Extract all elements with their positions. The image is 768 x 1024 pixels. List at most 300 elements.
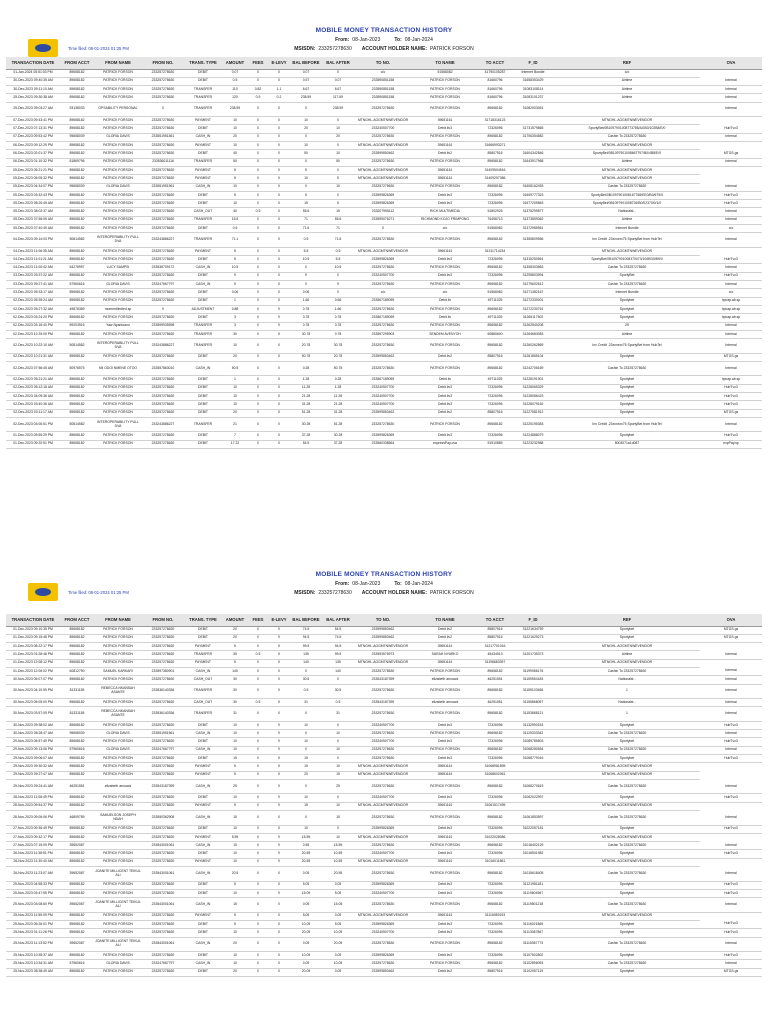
cell-transaction-date: 25-Nov-2023 10:35:37 AM [6,952,60,960]
cell-from-acct: 89658182 [60,376,94,384]
cell-fees: 0.5 [248,651,268,659]
cell-e-levy: 0 [268,779,290,794]
cell-ref: 8003071a1d087 [554,440,700,448]
cell-from-name: PATRICK FORSON [94,256,142,264]
cell-to-name: Debit.liv3 [412,794,478,802]
cell-fees: 0 [248,889,268,897]
cell-ref: MTNGHL.AGGMTNWEVENDOR [554,166,700,174]
cell-amount: 30 [222,699,248,707]
cell-trans-type: TRANSFER [184,94,222,102]
cell-f-id: 31315250561 [512,256,554,264]
cell-to-no: 233599826369 [354,191,412,199]
cell-from-no: 233257278630 [142,738,184,746]
cell-to-acct: 31068602061 [478,771,512,779]
cell-fees: 0 [248,233,268,248]
cell-to-name: Debit.liv3 [412,191,478,199]
cell-from-no: 233257278630 [142,659,184,667]
cell-e-levy: 0 [268,912,290,920]
cell-trans-type: DEBIT [184,634,222,642]
cell-from-no: 233257278630 [142,86,184,94]
cell-f-id: 31228065329 [512,384,554,392]
cell-to-no: 233599826369 [354,881,412,889]
cell-from-acct: 89658182 [60,216,94,224]
column-header-from-acct: FROM ACCT [60,614,94,626]
cell-from-acct: 39652087 [60,898,94,913]
cell-to-acct: 31409257386 [478,175,512,183]
cell-transaction-date: 29-Nov-2023 09:13:06 PM [6,746,60,754]
cell-trans-type: TRANSFER [184,216,222,224]
cell-to-no: 233240507700 [354,393,412,401]
cell-e-levy: 0 [268,175,290,183]
column-header-transaction-date: TRANSACTION DATE [6,614,60,626]
cell-transaction-date: 02-Dec-2023 05:12:18 AM [6,384,60,392]
cell-ref: Cashin To 233257278630 [554,746,700,754]
cell-from-acct: 81331155 [60,684,94,699]
table-row [6,216,762,224]
cell-transaction-date: 03-Dec-2023 09:27:41 AM [6,281,60,289]
cell-ref: Cashin To 233257278630 [554,730,700,738]
cell-amount: 20 [222,968,248,976]
cell-bal-before: 5 [290,191,322,199]
cell-transaction-date: 26-Nov-2023 11:38:51 PM [6,850,60,858]
cell-bal-after: 0.78 [322,330,354,338]
cell-from-name: PATRICK FORSON [94,330,142,338]
cell-bal-before: 15 [290,802,322,810]
cell-ova: MTGS.gs [700,634,762,642]
cell-transaction-date: 05-Dec-2023 08:02:37 AM [6,208,60,216]
cell-amount: 15 [222,755,248,763]
cell-to-no: 233257278630 [354,183,412,191]
table-row [6,289,762,297]
cell-ref: Internet Bundle [554,289,700,297]
cell-bal-before: 71 [290,216,322,224]
cell-to-acct: 89658182 [478,102,512,117]
cell-fees: 0 [248,850,268,858]
cell-amount: 15 [222,842,248,850]
cell-from-name: PATRICK FORSON [94,968,142,976]
cell-bal-before: 30.28 [290,417,322,432]
cell-transaction-date: 05-Dec-2023 07:56:05 AM [6,216,60,224]
cell-from-name: PATRICK FORSON [94,440,142,448]
cell-bal-after: 5.05 [322,889,354,897]
cell-from-acct: 50814582 [60,417,94,432]
cell-f-id [512,175,554,183]
cell-from-name: LUCY SAMPSI [94,264,142,272]
cell-bal-before: 0 [290,779,322,794]
cell-to-name: Debit.liv2 [412,353,478,361]
cell-transaction-date: 05-Dec-2023 07:40:49 AM [6,225,60,233]
cell-bal-after: 0 [322,117,354,125]
cell-from-name: PATRICK FORSON [94,200,142,208]
cell-from-acct: 89658182 [60,763,94,771]
cell-bal-after: 37.28 [322,440,354,448]
cell-to-name: PATRICK FORSON [412,867,478,882]
cell-from-acct: 57960616 [60,960,94,968]
cell-from-no: 233551951561 [142,730,184,738]
cell-from-name: GLORIA DAVIS [94,281,142,289]
cell-ref: Sportybet [554,305,700,313]
cell-ova: HubTvx3 [700,125,762,133]
cell-bal-after: 140 [322,667,354,675]
cell-trans-type: DEBIT [184,289,222,297]
cell-ova: Internal [700,417,762,432]
cell-f-id: 31068779016 [512,755,554,763]
cell-from-acct: 49878389 [60,305,94,313]
cell-from-no: 233257278630 [142,721,184,729]
cell-from-acct: 39652087 [60,867,94,882]
cell-transaction-date: 27-Nov-2023 07:15:09 PM [6,842,60,850]
cell-amount: 15 [222,898,248,913]
cell-trans-type: PAYMENT [184,247,222,255]
cell-from-no: 233257278630 [142,353,184,361]
column-header-ref: REF [554,614,700,626]
cell-to-name: SARAH NYARKO [412,651,478,659]
cell-from-acct: 95658039 [60,183,94,191]
cell-to-acct: 31068981895 [478,763,512,771]
cell-fees: 0 [248,920,268,928]
cell-ref [554,102,700,117]
cell-transaction-date: 02-Dec-2023 05:39:24 AM [6,297,60,305]
cell-to-name: 39651161 [412,763,478,771]
cell-e-levy: 0 [268,409,290,417]
cell-ref: Cashin To 233257278630 [554,898,700,913]
cell-e-levy: 0 [268,825,290,833]
cell-f-id: 31228079162 [512,401,554,409]
table-row [6,384,762,392]
cell-to-acct: 85807516 [478,968,512,976]
cell-bal-before: 0 [290,133,322,141]
cell-from-acct: 89658182 [60,208,94,216]
cell-amount: 1 [222,297,248,305]
cell-to-no: MTNGHL.AGGMTNWEVENDOR [354,763,412,771]
cell-ref: SportyBet/0B1097901008726/B0/02370/0/1/0 [554,200,700,208]
cell-from-no: 233257278630 [142,912,184,920]
cell-ova: Internal [700,339,762,354]
cell-bal-before: 135 [290,651,322,659]
cell-trans-type: TRANSFER [184,339,222,354]
cell-from-name: PATRICK FORSON [94,771,142,779]
cell-ref: Airtime [554,158,700,166]
cell-transaction-date: 07-Dec-2023 07:13:31 PM [6,125,60,133]
cell-f-id: 31375299577 [512,208,554,216]
cell-trans-type: DEBIT [184,850,222,858]
cell-ova: Internal [700,667,762,675]
cell-ref: Sportybet [554,432,700,440]
cell-amount: 5 [222,771,248,779]
table-row [6,937,762,952]
cell-ova: HubTvx3 [700,825,762,833]
table-row [6,94,762,102]
cell-from-name [94,842,142,850]
cell-from-acct: 89658182 [60,440,94,448]
cell-e-levy: 0 [268,69,290,77]
table-row [6,643,762,651]
cell-f-id: 31159103466 [512,684,554,699]
cell-from-name: PATRICK FORSON [94,432,142,440]
cell-e-levy: 0 [268,738,290,746]
cell-ref: MTNGHL.AGGMTNWEVENDOR [554,643,700,651]
cell-to-no: MTNGHL.AGGMTNWEVENDOR [354,833,412,841]
cell-ref: SportyBet/0B1097901008167768/EE0/B0/679/0 [554,191,700,199]
cell-fees: 0 [248,216,268,224]
cell-trans-type: TRANSFER [184,102,222,117]
cell-f-id: 31083108114 [512,86,554,94]
cell-amount: 0.88 [222,305,248,313]
cell-to-no: 233599826369 [354,952,412,960]
cell-transaction-date: 25-Dec-2023 09:30:38 AM [6,94,60,102]
cell-ref: Inv Credit .23xxxxxx75 SportyBet from HubTel [554,339,700,354]
from-label: From: [335,581,350,587]
table-row [6,929,762,937]
cell-trans-type: DEBIT [184,920,222,928]
cell-from-acct: 89658182 [60,353,94,361]
cell-amount: 10 [222,339,248,354]
cell-transaction-date: 04-Dec-2023 11:01:21 AM [6,256,60,264]
cell-amount: 10 [222,825,248,833]
cell-to-name: Debit.liv3 [412,881,478,889]
cell-f-id: 31062022997 [512,794,554,802]
cell-bal-before: 0.05 [290,960,322,968]
cell-from-no: 233243886227 [142,417,184,432]
cell-ref: Sportybet [554,721,700,729]
cell-to-name: RICHMOND KOJO FRIMPONG [412,216,478,224]
cell-fees: 0 [248,361,268,376]
cell-fees: 0 [248,225,268,233]
cell-e-levy: 0 [268,952,290,960]
cell-f-id [512,771,554,779]
cell-from-no: 233257278630 [142,393,184,401]
cell-fees: 0 [248,960,268,968]
cell-transaction-date: 28-Nov-2023 11:08:49 PM [6,794,60,802]
cell-ova: HubTvx3 [700,393,762,401]
cell-transaction-date: 29-Nov-2023 09:06:07 AM [6,755,60,763]
cell-amount: 3 [222,322,248,330]
cell-amount: 5 [222,659,248,667]
table-row [6,133,762,141]
cell-from-acct: 89658182 [60,272,94,280]
cell-bal-before: 99.5 [290,643,322,651]
cell-to-no: 233257278630 [354,811,412,826]
cell-f-id [512,643,554,651]
cell-to-no: 233599826369 [354,432,412,440]
cell-ref: 25 [554,322,700,330]
cell-trans-type: CASH_IN [184,730,222,738]
cell-bal-before: 0 [290,102,322,117]
cell-bal-before: 0 [290,158,322,166]
cell-e-levy: 0 [268,889,290,897]
cell-amount: 20 [222,634,248,642]
cell-bal-after: 5.5 [322,256,354,264]
cell-trans-type: DEBIT [184,225,222,233]
cell-from-acct: 50814582 [60,233,94,248]
cell-trans-type: CASH_OUT [184,208,222,216]
cell-fees: 0 [248,314,268,322]
cell-from-no: 233257278630 [142,208,184,216]
cell-e-levy: 0 [268,183,290,191]
cell-trans-type: DEBIT [184,297,222,305]
cell-f-id: 31102057119 [512,968,554,976]
cell-to-acct: 89658182 [478,867,512,882]
cell-trans-type: CASH_IN [184,811,222,826]
cell-to-acct: 81660796 [478,77,512,85]
cell-to-acct: 85807516 [478,353,512,361]
cell-amount: 110 [222,86,248,94]
cell-bal-before: 10 [290,825,322,833]
cell-bal-after: 0.07 [322,77,354,85]
cell-from-no: 233557863010 [142,361,184,376]
cell-to-acct: 49711025 [478,314,512,322]
table-row [6,651,762,659]
cell-bal-after: 15.05 [322,898,354,913]
cell-ova: HubTvx3 [700,850,762,858]
cell-ref: Cashin To 233257278630 [554,183,700,191]
cell-ova: hpcap.ab.sp [700,305,762,313]
cell-fees: 0 [248,77,268,85]
cell-fees: 0 [248,440,268,448]
cell-from-name: PATRICK FORSON [94,166,142,174]
cell-ova: Internal [700,746,762,754]
cell-from-name: PATRICK FORSON [94,401,142,409]
to-value: 08-Jan-2024 [404,37,433,43]
cell-to-name: PATRICK FORSON [412,937,478,952]
cell-to-no: 233257278630 [354,842,412,850]
table-row [6,968,762,976]
cell-bal-before: 30.5 [290,676,322,684]
cell-from-acct: 89658182 [60,125,94,133]
cell-from-name: PATRICK FORSON [94,125,142,133]
cell-bal-before: 15 [290,763,322,771]
cell-to-name: Debit.liv3 [412,721,478,729]
cell-amount: 30 [222,676,248,684]
cell-to-acct: 89658182 [478,684,512,699]
cell-to-no: 233257278630 [354,707,412,722]
cell-trans-type: PAYMENT [184,858,222,866]
cell-ova: Internal [700,730,762,738]
msisdn-value: 233257278630 [318,590,352,596]
cell-bal-after: 20.55 [322,867,354,882]
cell-ref: MTNGHL.AGGMTNWEVENDOR [554,142,700,150]
cell-f-id: 31107502802 [512,952,554,960]
cell-from-name: PATRICK FORSON [94,912,142,920]
cell-from-name: PATRICK FORSON [94,651,142,659]
cell-f-id: 31121981181 [512,881,554,889]
cell-from-name: PATRICK FORSON [94,794,142,802]
cell-e-levy: 0 [268,763,290,771]
cell-ova: hpcap.ab.sp [700,314,762,322]
cell-from-acct: 89658182 [60,651,94,659]
cell-bal-after: 31.28 [322,409,354,417]
cell-bal-after: 71.6 [322,233,354,248]
cell-amount: 30 [222,684,248,699]
cell-from-name: PATRICK FORSON [94,216,142,224]
cell-to-name: PATRICK FORSON [412,322,478,330]
cell-transaction-date: 30-Nov-2023 05:05:00 PM [6,699,60,707]
cell-to-acct: 72326096 [478,952,512,960]
cell-to-acct: 72326096 [478,794,512,802]
cell-f-id: 31082003051 [512,102,554,117]
cell-fees: 0 [248,247,268,255]
cell-transaction-date: 02-Dec-2023 03:16:40 PM [6,322,60,330]
cell-fees: 0 [248,676,268,684]
cell-ref: MTNGHL.AGGMTNWEVENDOR [554,175,700,183]
cell-to-acct: 89658182 [478,361,512,376]
column-header-from-name: FROM NAME [94,614,142,626]
cell-bal-after: 10 [322,833,354,841]
cell-from-no: 233257278630 [142,929,184,937]
cell-trans-type: PAYMENT [184,659,222,667]
cell-bal-after: 0 [322,738,354,746]
cell-ref: Sportybet [554,920,700,928]
cell-transaction-date: 03-Dec-2023 03:37:22 AM [6,272,60,280]
cell-bal-before: 20.05 [290,929,322,937]
cell-fees: 0 [248,667,268,675]
cell-to-acct: 89658182 [478,133,512,141]
cell-amount: 10 [222,929,248,937]
cell-from-no: 233257278630 [142,651,184,659]
cell-bal-before: 37.28 [290,432,322,440]
table-row [6,200,762,208]
cell-from-name: PATRICK FORSON [94,738,142,746]
cell-to-acct: 89658182 [478,305,512,313]
cell-bal-after: 0 [322,289,354,297]
cell-fees: 0 [248,881,268,889]
cell-to-no: c/o [354,69,412,77]
cell-ova: c/o [700,289,762,297]
cell-trans-type: PAYMENT [184,802,222,810]
cell-f-id: 31113087867 [512,929,554,937]
cell-bal-after: 30.78 [322,339,354,354]
cell-fees: 0 [248,69,268,77]
cell-bal-after: 10 [322,763,354,771]
cell-fees: 0 [248,289,268,297]
cell-from-name: PATRICK FORSON [94,409,142,417]
cell-ref: Sportybet [554,384,700,392]
cell-bal-after: 74.5 [322,634,354,642]
cell-transaction-date: 25-Dec-2023 09:03:27 AM [6,102,60,117]
table-row [6,952,762,960]
cell-ova: Internal [700,94,762,102]
cell-from-no: 233257278630 [142,920,184,928]
cell-trans-type: DEBIT [184,401,222,409]
cell-transaction-date: 06-Dec-2023 02:01:37 PM [6,150,60,158]
cell-to-name: Debit.liv2 [412,634,478,642]
cell-ref: MTNGHL.AGGMTNWEVENDOR [554,912,700,920]
cell-from-no: 233243886227 [142,233,184,248]
cell-bal-after: 135 [322,659,354,667]
cell-from-acct: 89658182 [60,297,94,305]
cell-from-no: 233551951561 [142,133,184,141]
cell-to-name: PATRICK FORSON [412,361,478,376]
cell-transaction-date: 01-Dec-2023 12:08:12 PM [6,659,60,667]
cell-to-no: 233257278630 [354,339,412,354]
cell-to-name: 39651161 [412,912,478,920]
table-row [6,811,762,826]
cell-transaction-date: 05-Dec-2023 03:32:43 PM [6,191,60,199]
cell-e-levy: 0 [268,746,290,754]
cell-transaction-date: 01-Dec-2023 09:20:51 PM [6,440,60,448]
cell-amount: 7 [222,432,248,440]
cell-from-name: REBECCA NKANSAH ASANTE [94,707,142,722]
cell-bal-before: 10.05 [290,920,322,928]
cell-e-levy: 0 [268,272,290,280]
cell-from-no: 233257278630 [142,676,184,684]
cell-to-acct: 72326096 [478,432,512,440]
cell-bal-after: 10.55 [322,858,354,866]
cell-to-acct: 72326096 [478,825,512,833]
cell-to-name: Debit.liv3 [412,384,478,392]
cell-from-name: PATRICK FORSON [94,626,142,634]
cell-to-no: 233543187399 [354,676,412,684]
